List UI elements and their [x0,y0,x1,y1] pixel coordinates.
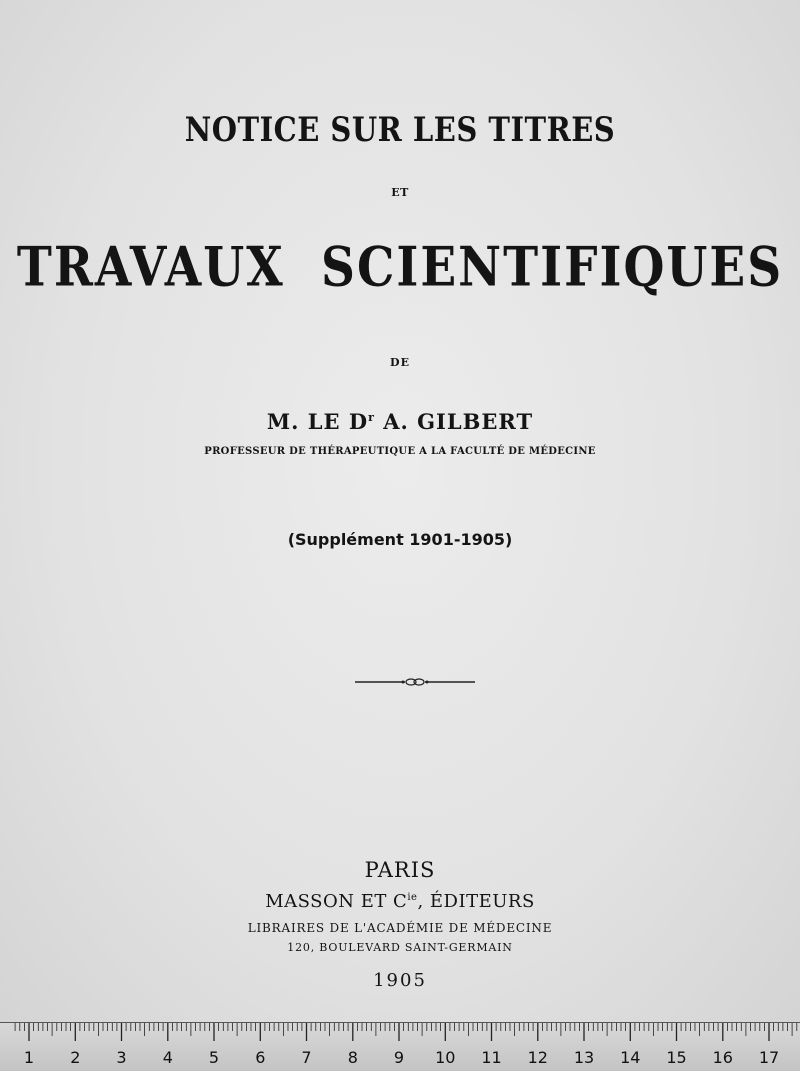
ruler-label: 1 [23,1048,35,1067]
ruler-label: 17 [758,1048,780,1067]
publisher-address: 120, BOULEVARD SAINT-GERMAIN [287,941,513,954]
title-line-1: NOTICE SUR LES TITRES [184,110,616,150]
publisher-name-sup: ie [407,892,418,903]
ruler-label: 3 [116,1048,127,1067]
publisher-name [0,891,800,912]
publication-year: 1905 [373,970,427,991]
ruler-label: 13 [573,1048,595,1067]
ruler-label: 15 [666,1048,687,1067]
ruler-scale [0,1023,800,1071]
publisher-city: PARIS [364,858,436,882]
publisher-name-prefix: MASSON ET C [265,891,408,912]
title-conjunction: ET [391,186,409,199]
ruler-label: 4 [162,1048,173,1067]
ruler-label: 11 [481,1048,502,1067]
publisher-line: LIBRAIRES DE L'ACADÉMIE DE MÉDECINE [247,921,553,935]
ruler-label: 8 [347,1048,358,1067]
title-line-2: TRAVAUX SCIENTIFIQUES [16,236,784,300]
author-prefix-sup: r [368,411,375,424]
author-surname: A. GILBERT [383,409,534,434]
ruler-label: 9 [393,1048,405,1067]
ruler-label: 10 [435,1048,456,1067]
ruler-label: 7 [301,1048,312,1067]
ruler-label: 16 [712,1048,733,1067]
author-by: DE [390,356,410,369]
measuring-ruler [0,1022,800,1071]
ruler-label: 5 [208,1048,220,1067]
ruler-label: 6 [255,1048,266,1067]
author-name [0,409,800,434]
author-position: PROFESSEUR DE THÉRAPEUTIQUE A LA FACULTÉ DE MÉDECINE [204,446,596,457]
supplement-note: (Supplément 1901-1905) [287,530,513,549]
ruler-label: 14 [620,1048,641,1067]
author-prefix: M. LE D [266,409,369,434]
ornament-divider-icon [355,674,475,690]
ruler-label: 2 [70,1048,81,1067]
ruler-label: 12 [527,1048,548,1067]
publisher-name-suffix: , ÉDITEURS [417,891,535,912]
